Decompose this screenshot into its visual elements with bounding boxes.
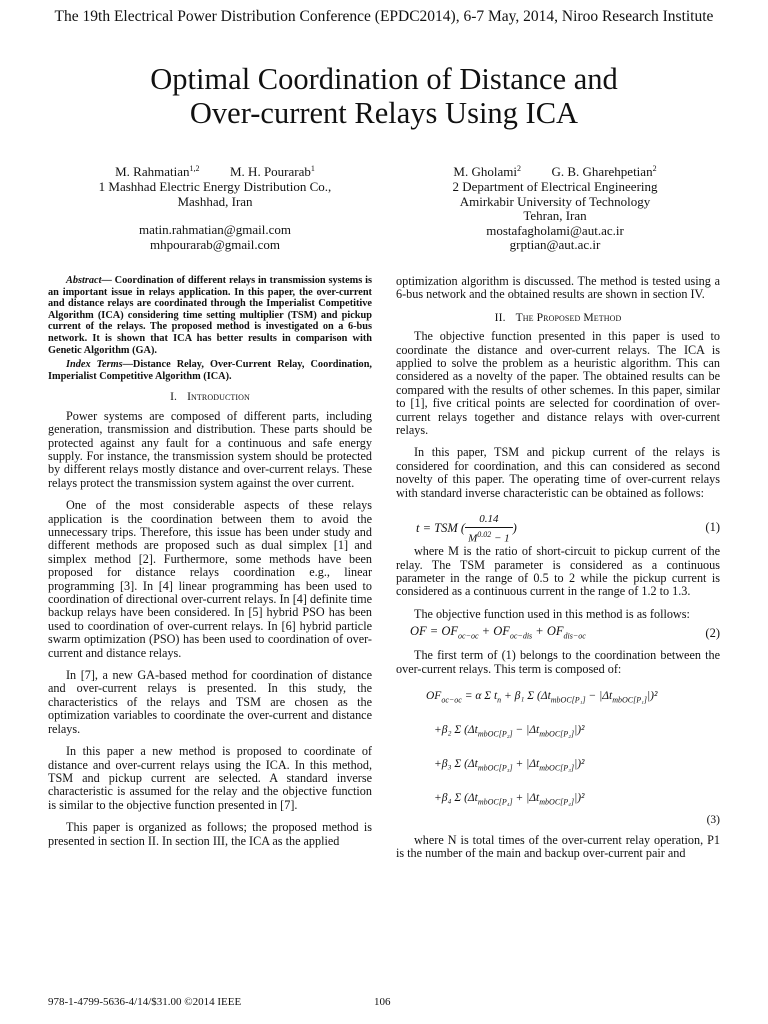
equation-2 xyxy=(396,625,720,643)
fraction-numerator: 0.14 xyxy=(465,513,513,527)
affiliation-line: 1 Mashhad Electric Energy Distribution Co., xyxy=(98,178,332,194)
equation-text: t = TSM ( xyxy=(416,521,466,536)
affiliation-line: Mashhad, Iran xyxy=(177,193,253,209)
author-affiliation-mark: 2 xyxy=(516,164,521,173)
index-terms-text: —Distance Relay, Over-Current Relay, Coordination, Imperialist Competitive Algorithm (ICA). xyxy=(48,359,372,382)
equation-text: OF xyxy=(426,689,442,702)
footer-copyright: 978-1-4799-5636-4/14/$31.00 ©2014 IEEE xyxy=(48,996,242,1008)
paragraph: Power systems are composed of different parts, including generation, transmission and distribution. These parts should be protected against any fault for a continuous and safe energy supply. For instance, the transmission system should be protected by different relays mostly distance and over-current relays. These relays protect the transmission system against the over current. xyxy=(48,408,372,490)
equation-exponent: 0.02 xyxy=(477,529,492,539)
equation-fraction xyxy=(465,513,513,545)
equation-text: +β₂ Σ (Δt xyxy=(434,723,478,736)
paragraph: where M is the ratio of short-circuit to pickup current of the relay. The TSM parameter is considered as a continuous parameter in the range of 0.5 to 2 while the pickup current is considered as a continuous current in the range of 1.2 to 1.3. xyxy=(396,544,720,599)
paragraph: In [7], a new GA-based method for coordination of distance and over-current relays is presented. In this study, the characteristics of the relays and TSM are chosen as the optimization variables to coordinate the over-current and distance relays. xyxy=(48,668,372,736)
abstract-label: Abstract xyxy=(66,275,102,286)
author-email[interactable]: mostafagholami@aut.ac.ir xyxy=(486,222,624,238)
paragraph: This paper is organized as follows; the proposed method is presented in section II. In section III, the ICA as the applied xyxy=(48,820,372,848)
equation-subscript: mbOC[P₃] xyxy=(539,763,575,773)
equation-subscript: oc−oc xyxy=(458,631,479,641)
equation-row xyxy=(434,792,585,809)
equation-subscript: mbOC[P₄] xyxy=(477,797,513,807)
section-title: Introduction xyxy=(187,390,250,404)
section-number: II. xyxy=(494,310,506,324)
section-title: The Proposed Method xyxy=(515,310,622,324)
title-line-2: Over-current Relays Using ICA xyxy=(189,96,579,130)
conference-header: The 19th Electrical Power Distribution Conference (EPDC2014), 6-7 May, 2014, Niroo Research Institute xyxy=(54,8,714,25)
right-column xyxy=(396,275,720,870)
equation-text: |)² xyxy=(574,757,585,770)
equation-row xyxy=(434,758,585,775)
author-name: G. B. Gharehpetian xyxy=(551,164,653,180)
section-number: I. xyxy=(170,390,178,404)
equation-subscript: mbOC[P₃] xyxy=(477,763,513,773)
author-block-right xyxy=(410,162,700,253)
equation-1 xyxy=(396,509,720,545)
equation-subscript: mbOC[P₁] xyxy=(612,695,647,705)
equation-text: − |Δt xyxy=(512,723,540,736)
author-email[interactable]: matin.rahmatian@gmail.com xyxy=(138,222,292,238)
paragraph: In this paper, TSM and pickup current of the relays is considered for coordination, and this can considered as second novelty of this paper. The operating time of over-current relays with standard inverse characteristic can be obtained as follows: xyxy=(396,445,720,500)
paper-title xyxy=(0,62,768,130)
paragraph: optimization algorithm is discussed. The method is tested using a 6-bus network and the obtained results are shown in section IV. xyxy=(396,274,720,302)
equation-text: |)² xyxy=(574,723,585,736)
section-heading xyxy=(396,311,720,324)
equation-text: +β₄ Σ (Δt xyxy=(434,791,478,804)
affiliation-line: Tehran, Iran xyxy=(523,208,587,224)
equation-text: = α Σ t xyxy=(461,689,498,702)
equation-text: |)² xyxy=(646,689,658,702)
equation-subscript: mbOC[P₂] xyxy=(477,729,513,739)
paragraph: One of the most considerable aspects of these relays application is the coordination between them to avoid the unnecessary trips. Therefore, this issue has been under study and different methods are proposed such as dual simplex [1] and simplex method [2]. Furthermore, some methods have been proposed for distance relays coordination e.g., linear programming [3]. In [4] linear programming has been used to coordination of directional over-current relays. In [4] definite time backup relays have been considered. In [5] hybrid PSO has been used to coordination of over-current relays. In [6] hybrid particle swarm optimization (PSO) has been used to coordination of over-current and distance relays. xyxy=(48,498,372,660)
equation-subscript: oc−dis xyxy=(509,631,533,641)
author-email[interactable]: mhpourarab@gmail.com xyxy=(149,236,281,252)
equation-subscript: mbOC[P₄] xyxy=(539,797,575,807)
paragraph: The objective function presented in this paper is used to coordinate the distance and over-current relays. The ICA is applied to solve the problem as a heuristic algorithm. This can considered as a novelty of the paper. The obtained results can be compared with the results of other schemes. In this paper, similar to [1], five critical points are selected for coordination of over-current relays together and distance relays with over-current relays. xyxy=(396,329,720,438)
affiliation-line: Amirkabir University of Technology xyxy=(459,193,651,209)
equation-text: − |Δt xyxy=(585,689,613,702)
equation-text: M xyxy=(468,532,478,545)
equation-subscript: dis−oc xyxy=(563,631,586,641)
equation-subscript: mbOC[P₁] xyxy=(550,695,586,705)
page-number: 106 xyxy=(374,996,391,1008)
paragraph: In this paper a new method is proposed to coordinate of distance and over-current relays using the ICA. In this method, TSM and pickup current are selected. A standard inverse characteristic is assumed for the relay and the objective function is similar to the objective function presented in [7]. xyxy=(48,744,372,812)
paragraph: The first term of (1) belongs to the coordination between the over-current relays. This term is composed of: xyxy=(396,648,720,676)
paragraph: The objective function used in this method is as follows: xyxy=(414,606,690,621)
title-line-1: Optimal Coordination of Distance and xyxy=(150,62,618,96)
left-column xyxy=(48,275,372,857)
equation-number: (1) xyxy=(705,520,720,535)
author-name: M. Rahmatian xyxy=(115,164,190,180)
equation-text: + |Δt xyxy=(512,791,540,804)
section-heading xyxy=(48,390,372,403)
equation-text: + OF xyxy=(532,624,564,639)
equation-row xyxy=(426,690,657,707)
affiliation-line: 2 Department of Electrical Engineering xyxy=(452,178,658,194)
equation-text: + OF xyxy=(478,624,510,639)
equation-text: +β₃ Σ (Δt xyxy=(434,757,478,770)
author-affiliation-mark: 1,2 xyxy=(189,164,200,173)
equation-text: + β₁ Σ (Δt xyxy=(501,689,551,702)
author-block-left xyxy=(70,162,360,252)
abstract xyxy=(48,275,372,356)
author-email[interactable]: grptian@aut.ac.ir xyxy=(509,237,601,253)
equation-3 xyxy=(426,682,720,830)
index-terms-label: Index Terms xyxy=(66,359,123,371)
paragraph: where N is total times of the over-current relay operation, P1 is the number of the main and backup over-current pair and xyxy=(396,832,720,861)
index-terms xyxy=(48,359,372,382)
fraction-denominator xyxy=(465,528,513,546)
author-names-left xyxy=(70,162,360,180)
equation-subscript: mbOC[P₂] xyxy=(539,729,575,739)
author-name: M. Gholami xyxy=(453,164,517,180)
equation-subscript: n xyxy=(497,695,502,705)
equation-text: + |Δt xyxy=(512,757,540,770)
equation-text: |)² xyxy=(574,791,585,804)
author-affiliation-mark: 1 xyxy=(310,164,315,173)
equation-number: (2) xyxy=(705,626,720,641)
equation-subscript: oc−oc xyxy=(441,695,462,705)
equation-text: − 1 xyxy=(491,532,510,545)
author-affiliation-mark: 2 xyxy=(652,164,657,173)
equation-text: ) xyxy=(512,521,517,536)
author-name: M. H. Pourarab xyxy=(230,164,311,180)
author-names-right xyxy=(410,162,700,180)
equation-number: (3) xyxy=(706,813,720,826)
abstract-text: — Coordination of different relays in transmission systems is an important issue in relays application. In this paper, the over-current and distance relays are coordinated through the Imperialist Competitive Algorithm (ICA) considering time setting multiplier (TSM) and pickup current of the relays. The proposed method is investigated on a 6-bus network. It is shown that ICA has better results in comparison with Genetic Algorithm (GA). xyxy=(48,275,372,356)
equation-text: OF = OF xyxy=(410,624,459,639)
equation-row xyxy=(434,724,585,741)
